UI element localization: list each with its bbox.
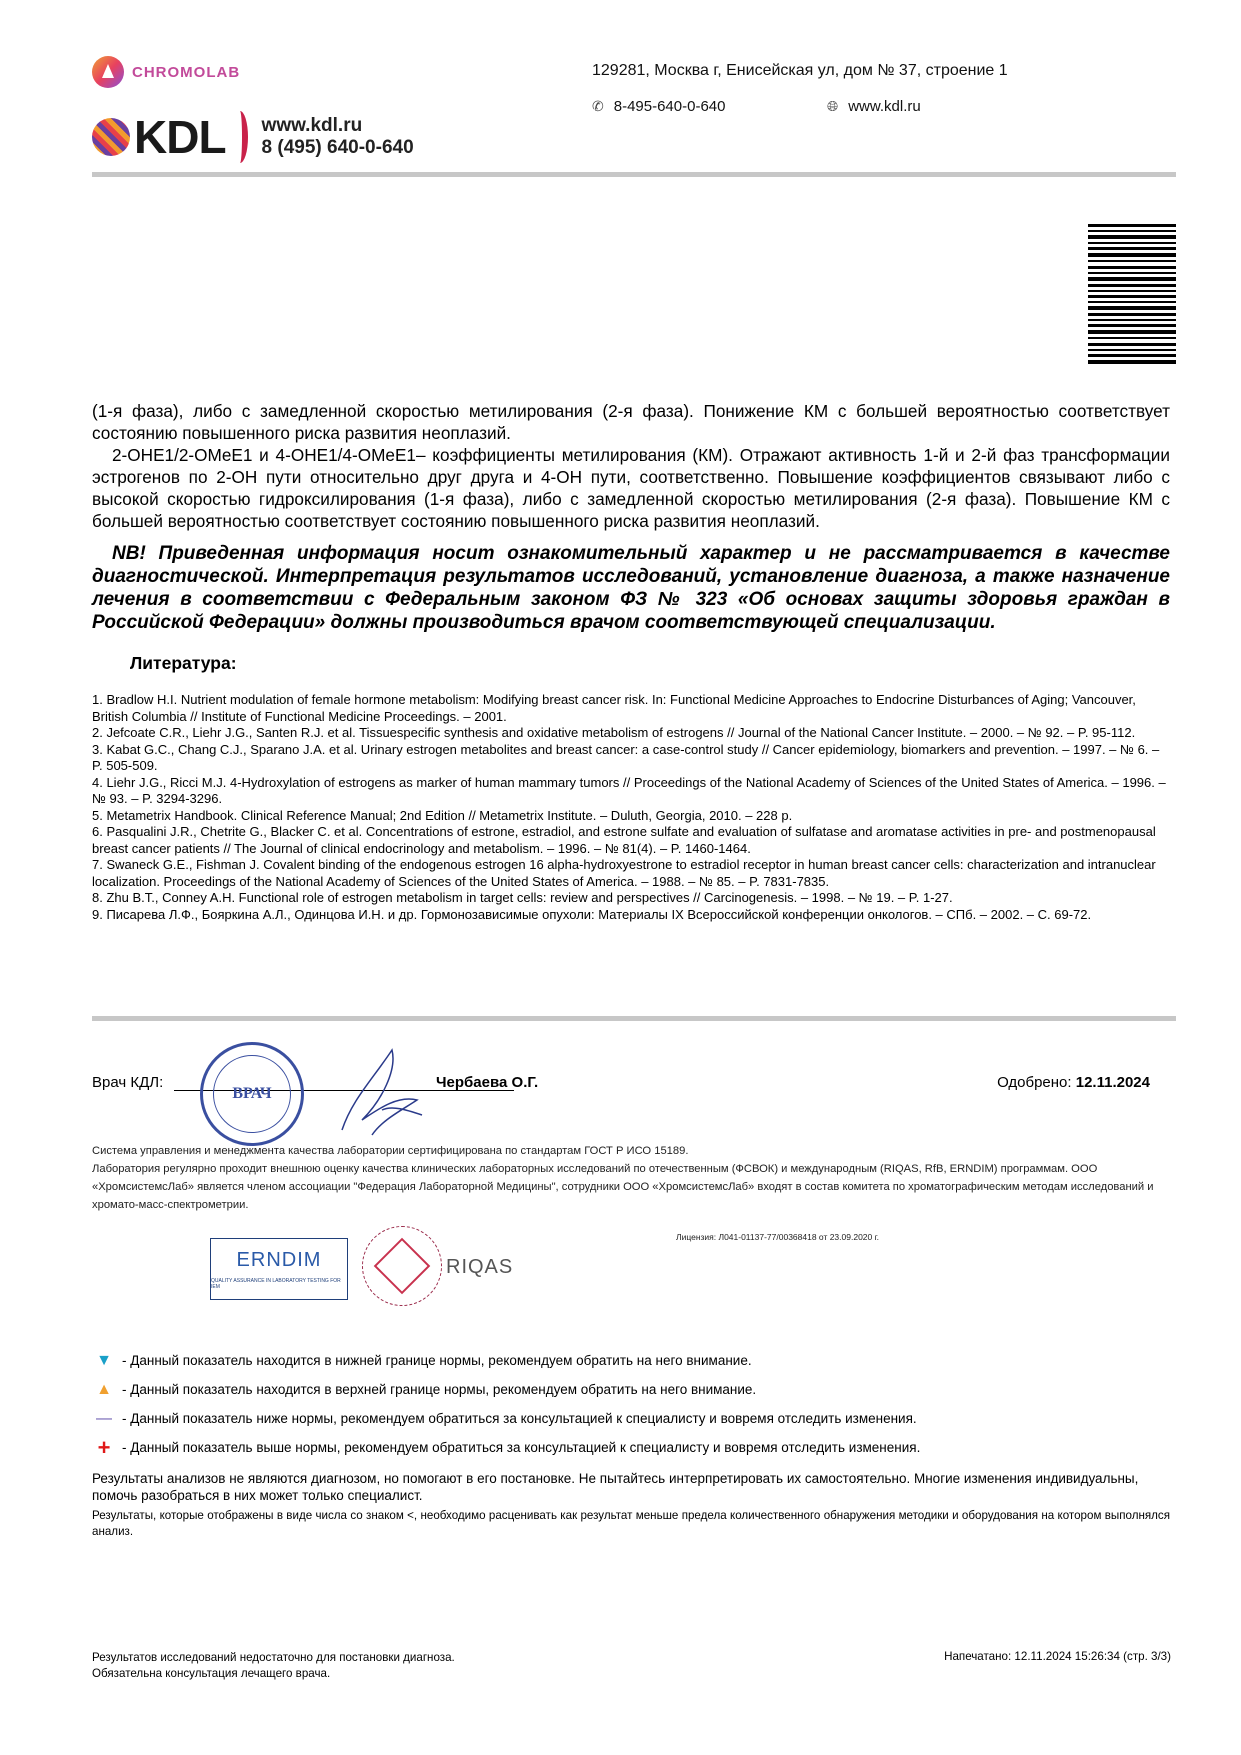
approved-date: 12.11.2024 <box>1075 1074 1150 1091</box>
legend-row <box>92 1346 1176 1375</box>
less-than-note: Результаты, которые отображены в виде числа со знаком <, необходимо расценивать как результат меньше предела количественного обнаружения методики и оборудования на котором выполнялся анализ. <box>92 1509 1170 1538</box>
legend-text: - Данный показатель находится в верхней границе нормы, рекомендуем обратить на него внимание. <box>122 1382 757 1397</box>
erndim-wordmark: ERNDIM <box>236 1248 322 1271</box>
legend <box>92 1346 1176 1462</box>
approved-info <box>997 1074 1150 1091</box>
kdl-swoosh-icon <box>232 111 248 163</box>
reference-item: 9. Писарева Л.Ф., Бояркина А.Л., Одинцова И.Н. и др. Гормонозависимые опухоли: Материалы IX Всероссийской конференции онкологов. – СПб. – 2002. – С. 69-72. <box>92 906 1092 922</box>
minus-icon: — <box>96 1409 112 1427</box>
lab-address: 129281, Москва г, Енисейская ул, дом № 37, строение 1 <box>592 62 1008 79</box>
nb-notice: NB! Приведенная информация носит ознакомительный характер и не рассматривается в качестве диагностической. Интерпретация результатов исследований, установление диагноза, а также назначение лечения в соответствии с Федеральным законом ФЗ № 323 «Об основах защиты здоровья граждан в Российской Федерации» должны производиться врачом соответствующей специализации. <box>92 543 1170 633</box>
doctor-label: Врач КДЛ: <box>92 1074 164 1091</box>
triangle-up-icon: ▲ <box>96 1380 112 1398</box>
kdl-logo <box>92 110 414 164</box>
doctor-name: Чербаева О.Г. <box>436 1074 539 1091</box>
legend-row <box>92 1433 1176 1462</box>
printed-timestamp: Напечатано: 12.11.2024 15:26:34 (стр. 3/3) <box>944 1650 1171 1663</box>
literature-title: Литература: <box>130 653 237 673</box>
erndim-logo <box>210 1238 348 1300</box>
doctor-stamp <box>200 1042 304 1146</box>
page-header <box>92 56 1176 176</box>
license-text: Лицензия: Л041-01137-77/00368418 от 23.09.2020 г. <box>676 1232 880 1242</box>
handwritten-signature <box>322 1040 432 1150</box>
stamp-text: ВРАЧ <box>232 1085 272 1102</box>
phone-row <box>592 98 725 115</box>
footer-line-2: Обязательна консультация лечащего врача. <box>92 1667 331 1680</box>
chromolab-logo <box>92 56 240 88</box>
reference-item: 2. Jefcoate C.R., Liehr J.G., Santen R.J. et al. Tissuespecific synthesis and oxidative metabolism of estrogens // Journal of the National Cancer Institute. – 2000. – № 92. – P. 95-112. <box>92 725 1136 740</box>
chromolab-icon <box>92 56 124 88</box>
reference-item: 5. Metametrix Handbook. Clinical Reference Manual; 2nd Edition // Metametrix Institute. – Duluth, Georgia, 2010. – 228 p. <box>92 807 793 823</box>
chromolab-name: CHROMOLAB <box>132 63 241 81</box>
federation-lab-medicine-logo <box>362 1226 442 1306</box>
reference-item: 3. Kabat G.C., Chang C.J., Sparano J.A. et al. Urinary estrogen metabolites and breast cancer: a case-control study // Cancer epidemiology, biomarkers and prevention. – 1997. – № 6. – P. 505-509. <box>92 741 1160 773</box>
phone-number: 8-495-640-0-640 <box>613 98 726 115</box>
signature-block <box>92 1040 1176 1140</box>
kdl-site: www.kdl.ru <box>261 115 363 136</box>
erndim-subtitle: QUALITY ASSURANCE IN LABORATORY TESTING FOR IEM <box>211 1277 341 1290</box>
website-link[interactable]: www.kdl.ru <box>848 98 921 115</box>
report-body <box>92 400 1170 923</box>
reference-item: 6. Pasqualini J.R., Chetrite G., Blacker C. et al. Concentrations of estrone, estradiol, and estrone sulfate and evaluation of sulfatase and aromatase activities in pre- and postmenopausal breast cancer patients // The Journal of clinical endocrinology and metabolism. – 1996. – № 81(4). – P. 1460-1464. <box>92 824 1156 856</box>
riqas-logo: RIQAS <box>446 1256 514 1278</box>
barcode <box>1088 224 1176 364</box>
kdl-ball-icon <box>92 118 130 156</box>
reference-item: 1. Bradlow H.I. Nutrient modulation of female hormone metabolism: Modifying breast cancer risk. In: Functional Medicine Approaches to Endocrine Disturbances of Aging; Vancouver, British Columbia // Institute of Functional Medicine Proceedings. – 2001. <box>92 692 1136 724</box>
section-divider <box>92 1016 1176 1021</box>
certification-text <box>92 1142 1176 1214</box>
fedlab-emblem-icon <box>374 1238 431 1295</box>
legend-text: - Данный показатель выше нормы, рекомендуем обратиться за консультацией к специалисту и вовремя отследить изменения. <box>122 1440 921 1455</box>
plus-icon: + <box>97 1434 111 1460</box>
references-list <box>92 692 1170 923</box>
reference-item: 8. Zhu B.T., Conney A.H. Functional role of estrogen metabolism in target cells: review and perspectives // Carcinogenesis. – 1998. – № 19. – P. 1-27. <box>92 890 953 905</box>
approved-label: Одобрено: <box>997 1074 1072 1091</box>
footer-notice <box>92 1650 455 1682</box>
website-row <box>827 98 921 115</box>
cert-line-1: Система управления и менеджмента качества лаборатории сертифицирована по стандартам ГОСТ Р ИСО 15189. <box>92 1145 689 1157</box>
legend-row <box>92 1375 1176 1404</box>
triangle-down-icon: ▼ <box>96 1351 112 1369</box>
kdl-wordmark: KDL <box>134 111 226 163</box>
kdl-phone: 8 (495) 640-0-640 <box>261 137 414 158</box>
header-divider <box>92 172 1176 177</box>
phone-icon: ✆ <box>592 98 604 114</box>
kdl-contacts <box>262 115 414 159</box>
results-disclaimer: Результаты анализов не являются диагнозом, но помогают в его постановке. Не пытайтесь интерпретировать их самостоятельно. Многие изменения индивидуальны, помочь разобраться в них может только специалист. <box>92 1471 1139 1503</box>
legend-text: - Данный показатель ниже нормы, рекомендуем обратиться за консультацией к специалисту и вовремя отследить изменения. <box>122 1411 917 1426</box>
reference-item: 4. Liehr J.G., Ricci M.J. 4-Hydroxylation of estrogens as marker of human mammary tumors // Proceedings of the National Academy of Sciences of the United States of America. – 1996. – № 93. – P. 3294-3296. <box>92 774 1166 806</box>
legend-text: - Данный показатель находится в нижней границе нормы, рекомендуем обратить на него внимание. <box>122 1353 752 1368</box>
cert-line-2: Лаборатория регулярно проходит внешнюю оценку качества клинических лабораторных исследований по отечественным (ФСВОК) и международным (RIQAS, RfB, ERNDIM) программам. ООО «ХромсистемсЛаб» является членом ассоциации "Федерация Лабораторной Медицины", сотрудники ООО «ХромсистемсЛаб» входят в состав комитета по хроматографическим методам исследований и хромато-масс-спектрометрии. <box>92 1163 1154 1211</box>
legend-row <box>92 1404 1176 1433</box>
reference-item: 7. Swaneck G.E., Fishman J. Covalent binding of the endogenous estrogen 16 alpha-hydroxyestrone to estradiol receptor in human breast cancer cells: characterization and intranuclear localization. Proceedings of the National Academy of Sciences of the United States of America. – 1988. – № 85. – P. 7831-7835. <box>92 857 1156 889</box>
globe-icon: 🌐︎ <box>827 98 839 114</box>
paragraph-2: 2-OHE1/2-OMeE1 и 4-OHE1/4-OMeE1– коэффициенты метилирования (КМ). Отражают активность 1-й и 2-й фаз трансформации эстрогенов по 2-ОН пути относительно друг друга и 4-ОН пути, соответственно. Повышение коэффициентов связывают либо с высокой скоростью гидроксилирования (1-я фаза), либо с замедленной скоростью метилирования (2-я фаза). Повышение КМ с большей вероятностью соответствует состоянию повышенного риска развития неоплазий. <box>92 445 1170 531</box>
paragraph-1: (1-я фаза), либо с замедленной скоростью метилирования (2-я фаза). Понижение КМ с большей вероятностью соответствует состоянию повышенного риска развития неоплазий. <box>92 401 1170 443</box>
footer-line-1: Результатов исследований недостаточно для постановки диагноза. <box>92 1651 455 1664</box>
